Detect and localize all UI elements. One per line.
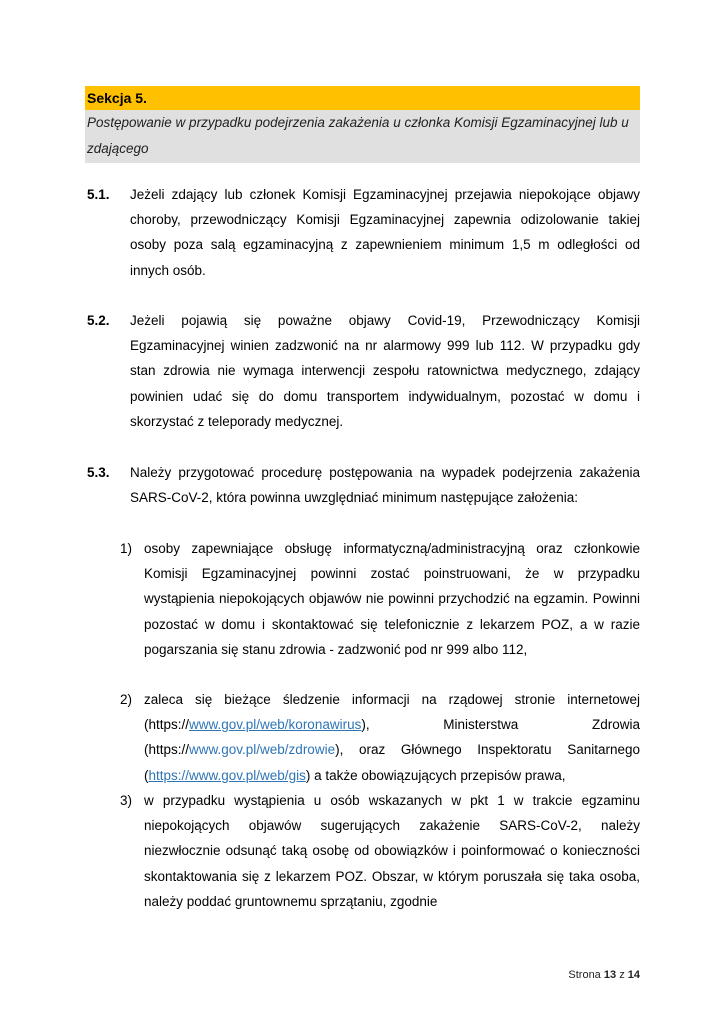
- page-footer: [540, 969, 640, 981]
- item-number: 5.3.: [87, 465, 110, 480]
- link-gis[interactable]: https://www.gov.pl/web/gis: [148, 767, 306, 783]
- footer-prefix: Strona: [568, 969, 601, 981]
- subitem-text-part: zaleca się bieżące śledzenie informacji na rządowej stronie internetowej (https://: [144, 692, 640, 733]
- subitem-text-part: ), Ministerstwa Zdrowia (https://: [144, 717, 640, 758]
- item-text: Jeżeli pojawią się poważne objawy Covid-19, Przewodniczący Komisji Egzaminacyjnej winien zadzwonić na nr alarmowy 999 lub 112. W przypadku gdy stan zdrowia nie wymaga interwencji zespołu ratownictwa medycznego, zdający powinien udać się do domu transportem indywidualnym, pozostać w domu i skorzystać z teleporady medycznej.: [130, 313, 640, 429]
- subitem-3: [120, 788, 640, 914]
- subitem-text-part: ), oraz Głównego Inspektoratu Sanitarnego (: [144, 742, 640, 783]
- footer-separator: z: [619, 969, 625, 981]
- section-title: Sekcja 5.: [85, 86, 640, 110]
- subitem-text: osoby zapewniające obsługę informatyczną/administracyjną oraz członkowie Komisji Egzaminacyjnej powinni zostać poinstruowani, że w przypadku wystąpienia niepokojących objawów nie powinni przychodzić na egzamin. Powinni pozostać w domu i skontaktować się telefonicznie z lekarzem POZ, a w razie pogarszania się stanu zdrowia - zadzwonić pod nr 999 albo 112,: [144, 541, 640, 657]
- subitem-text-part: ) a także obowiązujących przepisów prawa,: [305, 767, 566, 783]
- subitem-text: w przypadku wystąpienia u osób wskazanych w pkt 1 w trakcie egzaminu niepokojących objawów sugerujących zakażenie SARS-CoV-2, należy niezwłocznie odsunąć taką osobę od obowiązków i poinformować o konieczności skontaktowania się z lekarzem POZ. Obszar, w którym poruszała się taka osoba, należy poddać gruntownemu sprzątaniu, zgodnie: [144, 793, 640, 909]
- subitem-number: 3): [120, 793, 133, 808]
- item-number: 5.1.: [87, 187, 110, 202]
- subitem-text: [144, 687, 640, 788]
- footer-page-total: 14: [627, 969, 640, 981]
- subitem-number: 1): [120, 541, 133, 556]
- subitem-2: [120, 687, 640, 788]
- footer-page-number: 13: [603, 969, 617, 981]
- section-subtitle: Postępowanie w przypadku podejrzenia zakażenia u członka Komisji Egzaminacyjnej lub u zdającego: [85, 110, 640, 163]
- item-text: Jeżeli zdający lub członek Komisji Egzaminacyjnej przejawia niepokojące objawy choroby, przewodniczący Komisji Egzaminacyjnej zapewnia odizolowanie takiej osoby poza salą egzaminacyjną z zapewnieniem minimum 1,5 m odległości od innych osób.: [130, 187, 640, 278]
- item-number: 5.2.: [87, 313, 110, 328]
- link-koronawirus[interactable]: www.gov.pl/web/koronawirus: [189, 717, 362, 733]
- item-5-1: [85, 182, 640, 283]
- item-5-2: [85, 308, 640, 434]
- item-text: Należy przygotować procedurę postępowania na wypadek podejrzenia zakażenia SARS-CoV-2, która powinna uwzględniać minimum następujące założenia:: [130, 465, 640, 506]
- subitem-1: [120, 536, 640, 662]
- link-zdrowie[interactable]: www.gov.pl/web/zdrowie: [189, 742, 336, 758]
- section-header: [85, 86, 640, 163]
- subitem-number: 2): [120, 692, 133, 707]
- item-5-3: [85, 460, 640, 510]
